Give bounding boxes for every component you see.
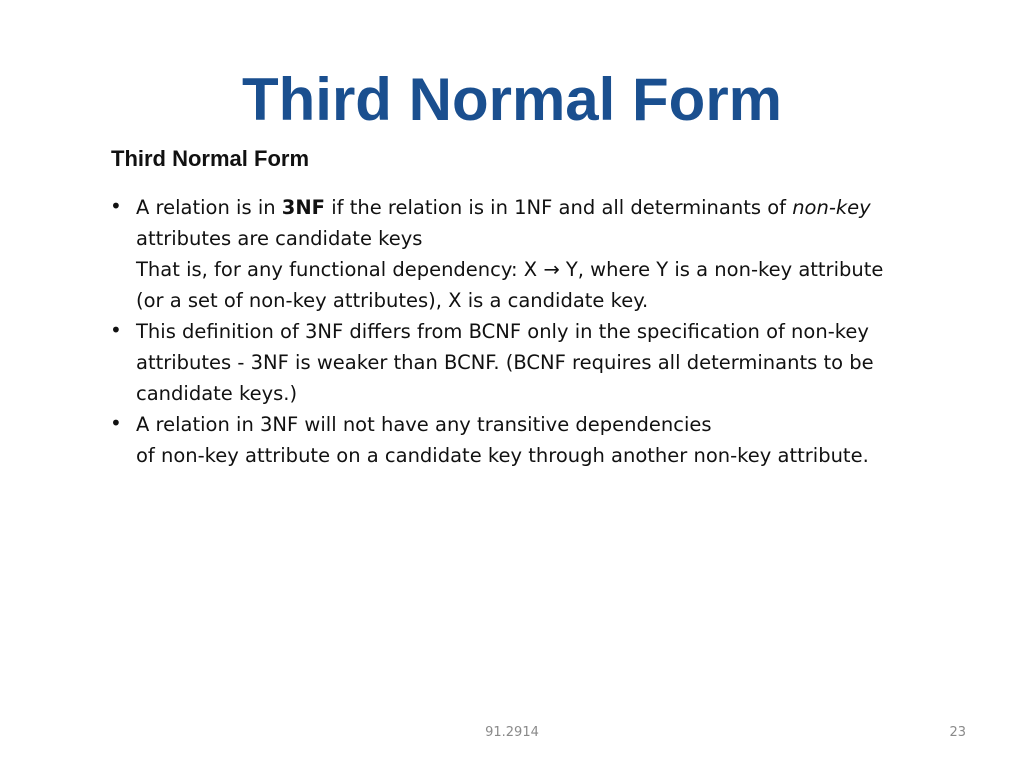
bullet-line: attributes - 3NF is weaker than BCNF. (BCNF requires all determinants to be xyxy=(136,351,874,374)
bullet-item xyxy=(110,409,940,471)
bullet-icon: • xyxy=(110,194,122,218)
bullet-line: This definition of 3NF differs from BCNF only in the specification of non-key xyxy=(136,320,869,343)
page-number: 23 xyxy=(949,725,966,740)
bullet-icon: • xyxy=(110,411,122,435)
bold-term-3nf: 3NF xyxy=(281,196,326,219)
bullet-line: of non-key attribute on a candidate key through another non-key attribute. xyxy=(136,444,869,467)
slide-subtitle: Third Normal Form xyxy=(111,146,310,171)
bullet-line: attributes are candidate keys xyxy=(136,227,423,250)
bullet-text: A relation is in xyxy=(136,196,282,219)
slide-title: Third Normal Form xyxy=(241,66,783,133)
bullet-item xyxy=(110,316,940,409)
bullet-line: That is, for any functional dependency: X → Y, where Y is a non-key attribute xyxy=(136,258,884,281)
bullet-icon: • xyxy=(110,318,122,342)
bullet-text: if the relation is in 1NF and all determinants of xyxy=(325,196,793,219)
bullet-line: A relation in 3NF will not have any transitive dependencies xyxy=(136,413,712,436)
italic-term-non-key: non-key xyxy=(792,196,871,219)
bullet-line: candidate keys.) xyxy=(136,382,298,405)
bullet-line xyxy=(136,192,940,223)
bullet-item xyxy=(110,192,940,316)
bullet-line: (or a set of non-key attributes), X is a candidate key. xyxy=(136,289,649,312)
footer-course-code: 91.2914 xyxy=(485,725,539,740)
bullet-list xyxy=(110,192,940,471)
